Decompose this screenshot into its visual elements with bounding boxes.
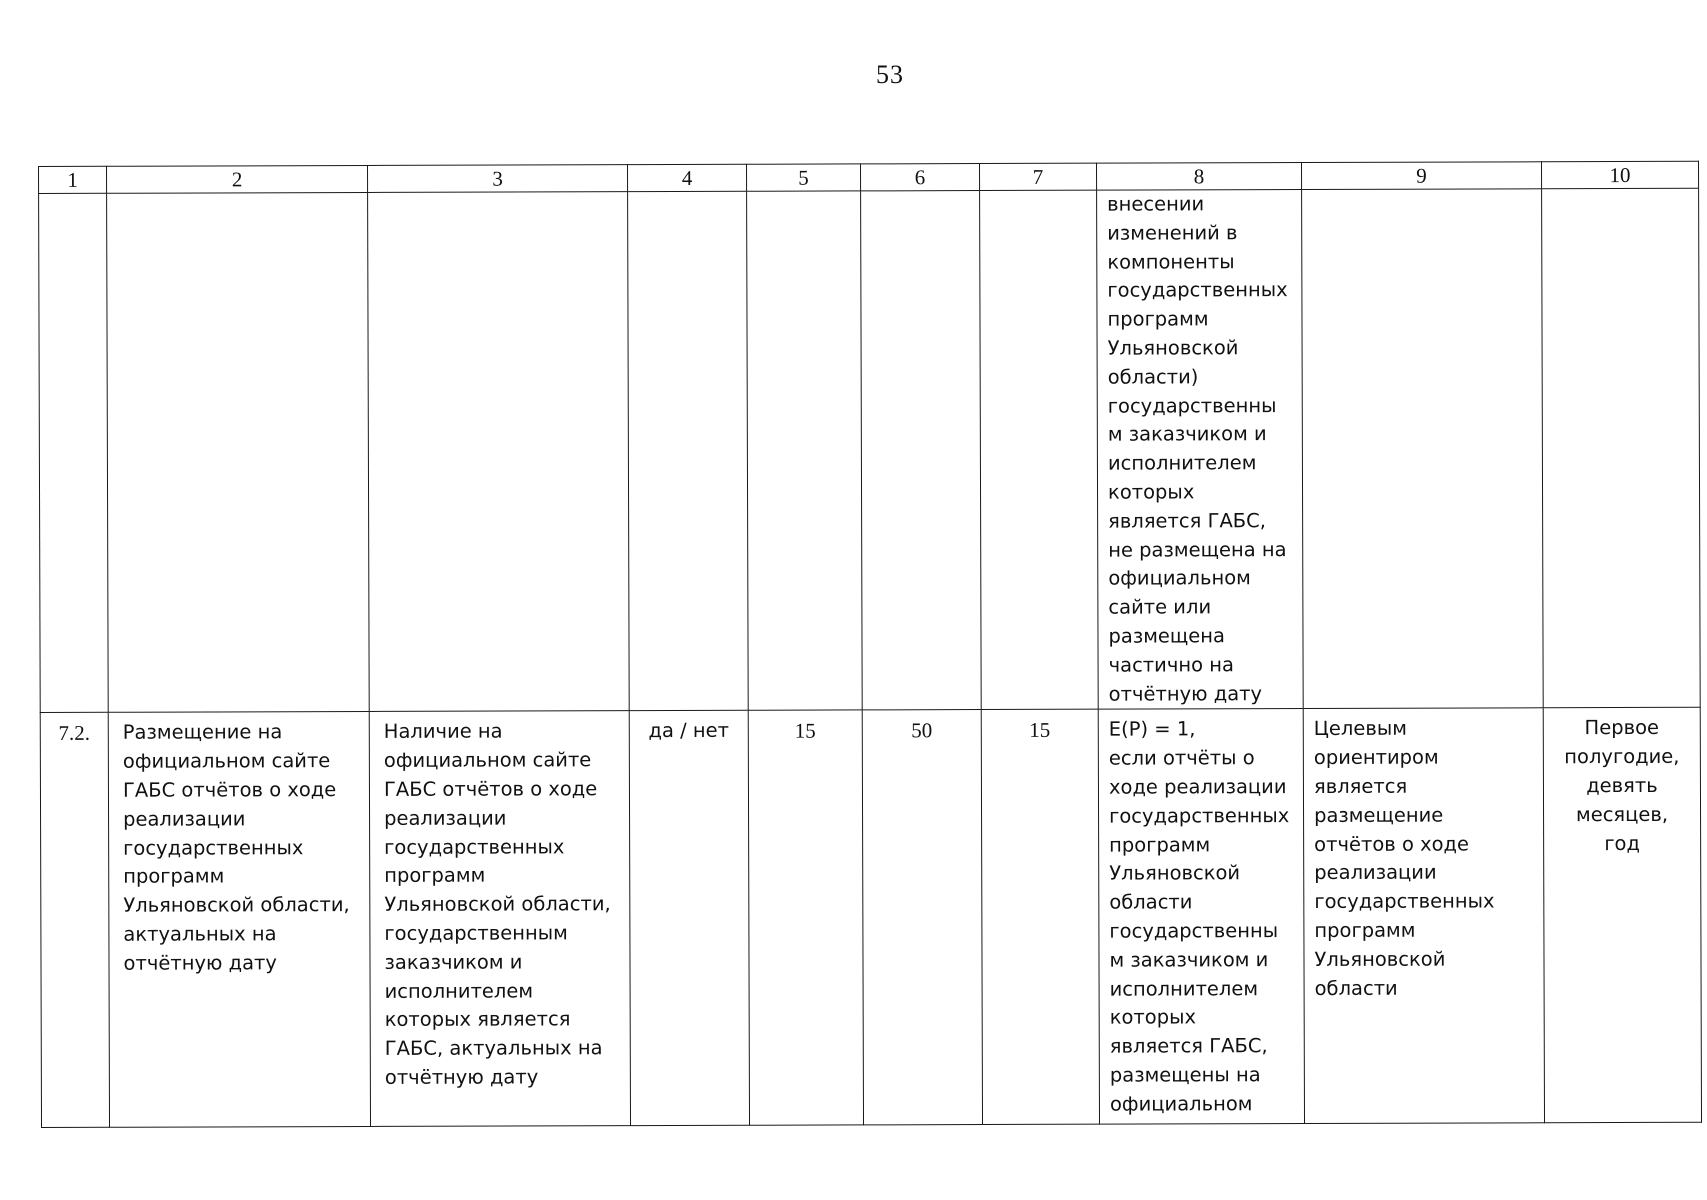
row-number: 7.2. [58, 721, 91, 746]
target-text: Целевым ориентиром является размещение отчётов о ходе реализации государственных программ Ульяновской области [1313, 717, 1495, 1000]
cell-empty [1302, 189, 1544, 709]
cell-empty [747, 191, 863, 711]
cell-empty [107, 192, 370, 712]
continuation-formula-text: внесении изменений в компоненты государственных программ Ульяновской области) государственны м заказчиком и исполнителем которых является ГАБС, не размещена на официальном сайте или размещена частично на отчётную дату [1107, 192, 1288, 706]
cell-target [1303, 708, 1544, 1123]
criterion-name-text: Размещение на официальном сайте ГАБС отчётов о ходе реализации государственных программ Ульяновской области, актуальных на отчётную дату [122, 720, 350, 975]
header-col-4: 4 [627, 164, 746, 191]
header-col-3: 3 [367, 165, 627, 193]
header-col-1: 1 [39, 166, 107, 193]
cell-empty [39, 193, 109, 713]
cell-col-7 [981, 710, 1099, 1125]
cell-empty [368, 192, 630, 712]
cell-empty [1542, 188, 1701, 708]
col-7-value: 15 [1029, 718, 1051, 743]
period-text: Первое полугодие, девять месяцев, год [1564, 716, 1680, 855]
table-row-continuation [39, 188, 1701, 713]
cell-col-5 [748, 710, 863, 1125]
page-number: 53 [876, 60, 904, 89]
cell-unit [629, 711, 749, 1126]
header-col-10: 10 [1541, 161, 1698, 188]
cell-row-number [40, 713, 109, 1127]
cell-continuation-formula [1097, 190, 1304, 710]
cell-empty [980, 190, 1099, 710]
header-col-9: 9 [1301, 162, 1541, 190]
header-col-6: 6 [860, 164, 979, 191]
col-5-value: 15 [794, 718, 816, 743]
cell-empty [861, 191, 982, 711]
indicator-text: Наличие на официальном сайте ГАБС отчётов о ходе реализации государственных программ Ульяновской области, государственным заказчиком и исполнителем которых является ГАБС, актуальных на отчётную дату [383, 719, 611, 1089]
unit-text: да / нет [648, 719, 730, 743]
criteria-table [38, 161, 1702, 1128]
cell-indicator [369, 711, 630, 1126]
formula-text: E(P) = 1, если отчёты о ходе реализации государственных программ Ульяновской области государственны м заказчиком и исполнителем которых является ГАБС, размещены на официальном [1108, 717, 1290, 1116]
cell-period [1543, 708, 1701, 1123]
cell-formula [1098, 709, 1304, 1124]
header-col-5: 5 [746, 164, 860, 191]
header-col-7: 7 [979, 163, 1096, 190]
header-col-8: 8 [1096, 163, 1301, 191]
col-6-value: 50 [911, 718, 933, 743]
header-col-2: 2 [107, 165, 368, 193]
cell-col-6 [862, 710, 982, 1125]
cell-empty [628, 191, 749, 711]
table-row-7-2 [40, 708, 1701, 1127]
cell-criterion-name [108, 712, 370, 1127]
